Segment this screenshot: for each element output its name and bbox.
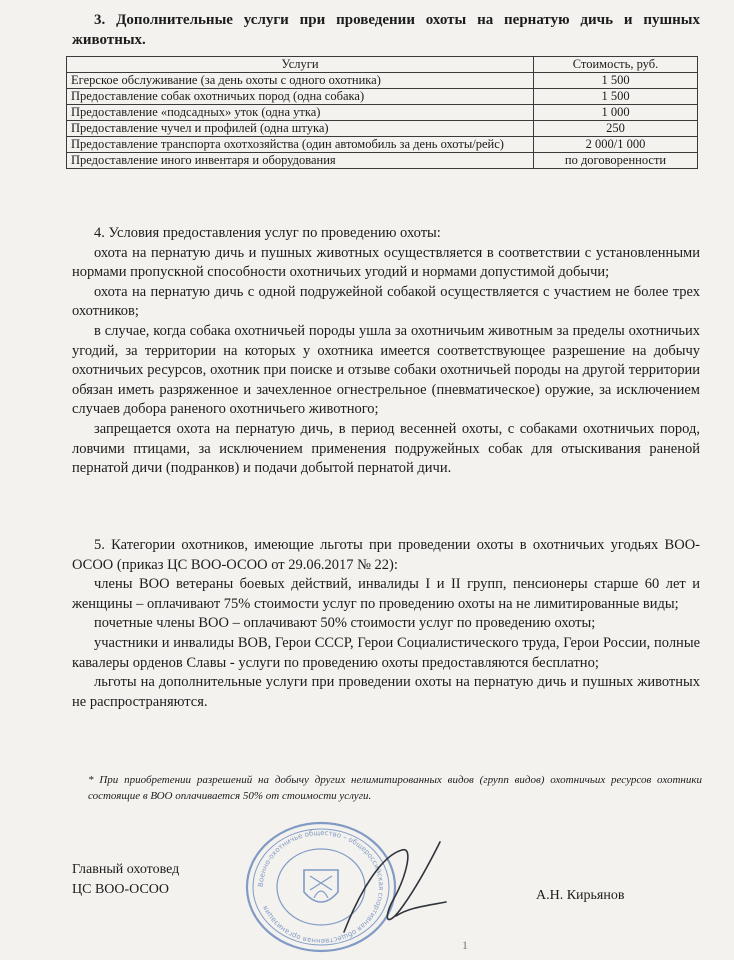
service-price: 1 000 — [534, 105, 698, 121]
column-header-cost: Стоимость, руб. — [534, 57, 698, 73]
handwritten-signature — [340, 836, 452, 948]
service-price: 1 500 — [534, 73, 698, 89]
section-4-paragraph: запрещается охота на пернатую дичь, в период весенней охоты, с собаками охотничьих пород, ловчими птицами, за исключением применения подружейных собак для отыскивания раненой пернатой дичи (подранков) и подачи добытой пернатой дичи. — [72, 420, 700, 477]
section-5-paragraph: почетные члены ВОО – оплачивают 50% стоимости услуг по проведению охоты; — [94, 615, 596, 632]
section-5-paragraph: члены ВОО ветераны боевых действий, инвалиды I и II групп, пенсионеры старше 60 лет и женщины – оплачивают 75% стоимости услуг по проведению охоты на не лимитированные виды; — [72, 576, 700, 612]
table-header-row — [67, 57, 698, 73]
stamp-ring-text: Военно-охотничье общество – общероссийская спортивная общественная организация — [256, 828, 386, 946]
table-row — [67, 105, 698, 121]
table-row — [67, 153, 698, 169]
table-row — [67, 137, 698, 153]
service-name: Предоставление чучел и профилей (одна штука) — [67, 121, 534, 137]
service-name: Предоставление транспорта охотхозяйства (один автомобиль за день охоты/рейс) — [67, 137, 534, 153]
section-3-heading: 3. Дополнительные услуги при проведении охоты на пернатую дичь и пушных животных. — [72, 12, 700, 48]
service-name: Предоставление «подсадных» уток (одна утка) — [67, 105, 534, 121]
section-4 — [72, 224, 700, 479]
service-name: Предоставление иного инвентаря и оборудования — [67, 153, 534, 169]
column-header-services: Услуги — [67, 57, 534, 73]
signatory-organization: ЦС ВОО-ОСОО — [72, 882, 170, 897]
service-price: 250 — [534, 121, 698, 137]
section-5-paragraph: льготы на дополнительные услуги при проведении охоты на пернатую дичь и пушных животных не распространяются. — [72, 674, 700, 710]
page-number: 1 — [462, 938, 468, 952]
section-5-title: 5. Категории охотников, имеющие льготы при проведении охоты в охотничьих угодьях ВОО-ОСОО (приказ ЦС ВОО-ОСОО от 29.06.2017 № 22): — [72, 537, 700, 573]
service-name: Егерское обслуживание (за день охоты с одного охотника) — [67, 73, 534, 89]
section-5 — [72, 536, 700, 712]
signatory-name: А.Н. Кирьянов — [536, 888, 625, 903]
footnote: * При приобретении разрешений на добычу других нелимитированных видов (групп видов) охотничьих ресурсов охотники состоящие в ВОО оплачивается 50% от стоимости услуги. — [88, 774, 702, 802]
table-row — [67, 89, 698, 105]
service-price: 1 500 — [534, 89, 698, 105]
section-4-paragraph: охота на пернатую дичь и пушных животных осуществляется в соответствии с установленными нормами пропускной способности охотничьих угодий и нормами допустимой добычи; — [72, 244, 700, 281]
service-price: 2 000/1 000 — [534, 137, 698, 153]
stamp-emblem-icon — [304, 870, 338, 902]
section-4-paragraph: в случае, когда собака охотничьей породы ушла за охотничьим животным за пределы охотничьих угодий, за территории на которых у охотника имеется соответствующее разрешение на добычу охотничьих ресурсов, охотник при поиске и отзыве собаки охотничьей породы на другой территории обязан иметь разряженное и зачехленное огнестрельное (пневматическое) оружие, за исключением случаев добора раненого охотничьего животного; — [72, 322, 700, 418]
services-price-table — [66, 56, 698, 169]
service-name: Предоставление собак охотничьих пород (одна собака) — [67, 89, 534, 105]
section-5-paragraph: участники и инвалиды ВОВ, Герои СССР, Герои Социалистического труда, Герои России, полные кавалеры орденов Славы - услуги по проведению охоты предоставляются бесплатно; — [72, 634, 700, 671]
service-price: по договоренности — [534, 153, 698, 169]
section-4-title: 4. Условия предоставления услуг по проведению охоты: — [94, 225, 441, 241]
section-4-paragraph: охота на пернатую дичь с одной подружейной собакой осуществляется с участием не более трех охотников; — [72, 283, 700, 320]
table-row — [67, 73, 698, 89]
table-row — [67, 121, 698, 137]
signatory-title: Главный охотовед — [72, 862, 180, 877]
